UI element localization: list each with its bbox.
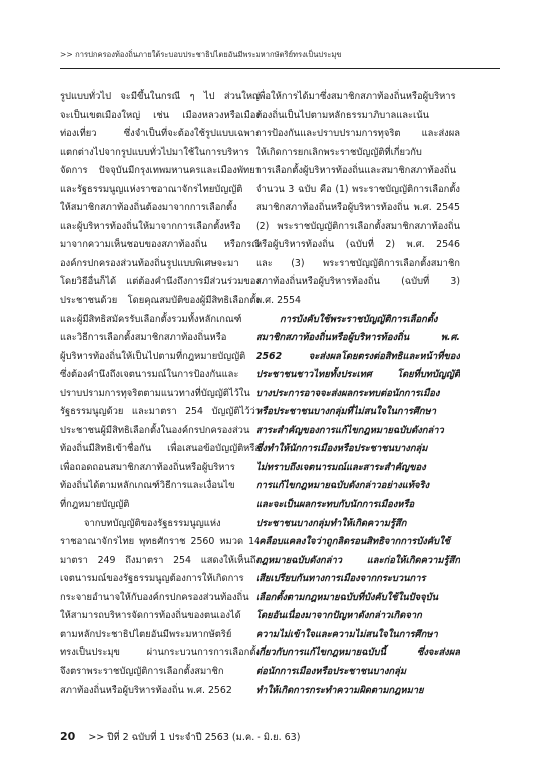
emphasis-text-line: และจะเป็นผลกระทบกับนักการเมืองหรือ — [256, 499, 415, 511]
emphasis-text-line: การแก้ไขกฎหมายฉบับดังกล่าวอย่างแท้จริง — [256, 480, 430, 492]
text-line: ทรงเป็นประมุข ผ่านกระบวนการการเลือกตั้ง — [60, 647, 260, 659]
text-line: โดยวิธีอื่นก็ได้ แต่ต้องคำนึงถึงการมีส่วนร่วมของ — [60, 276, 260, 288]
text-line: (2) พระราชบัญญัติการเลือกตั้งสมาชิกสภาท้องถิ่น — [256, 220, 460, 232]
emphasis-text-line: เคลือบแคลงใจว่าถูกลิดรอนสิทธิจากการบังคับใช้ — [256, 536, 451, 548]
text-line: หรือผู้บริหารท้องถิ่น (ฉบับที่ 2) พ.ศ. 2546 — [256, 239, 460, 251]
emphasis-text-line: ไม่ทราบถึงเจตนารมณ์และสาระสำคัญของ — [256, 461, 426, 473]
text-line: ซึ่งต้องคำนึงถึงเจตนารมณ์ในการป้องกันและ — [60, 369, 239, 381]
text-line: และ (3) พระราชบัญญัติการเลือกตั้งสมาชิก — [256, 257, 460, 269]
text-line: สภาท้องถิ่นหรือผู้บริหารท้องถิ่น (ฉบับที่ 3) — [256, 276, 460, 288]
text-line: ให้เกิดการยกเลิกพระราชบัญญัติที่เกี่ยวกับ — [256, 146, 422, 158]
text-line: ท้องถิ่นมีสิทธิเข้าชื่อกัน เพื่อเสนอข้อบัญญัติหรือ — [60, 443, 260, 455]
text-line: รูปแบบทั่วไป จะมีขึ้นในกรณี ๆ ไป ส่วนใหญ่ — [60, 91, 260, 102]
text-line: และวิธีการเลือกตั้งสมาชิกสภาท้องถิ่นหรือ — [60, 332, 227, 344]
right-column — [256, 88, 460, 700]
text-line: ท้องถิ่นได้ตามหลักเกณฑ์วิธีการและเงื่อนไข — [60, 480, 235, 492]
emphasis-text-line: โดยอันเนื่องมาจากปัญหาดังกล่าวเกิดจาก — [256, 610, 422, 622]
text-line: องค์กรปกครองส่วนท้องถิ่นรูปแบบพิเศษจะมา — [60, 257, 239, 269]
page-footer — [60, 730, 300, 744]
emphasis-text-line: ประชาชนบางกลุ่มทำให้เกิดความรู้สึก — [256, 517, 407, 529]
text-line: จัดการ ปัจจุบันมีกรุงเทพมหานครและเมืองพัทยา — [60, 165, 260, 177]
emphasis-text-line: ความไม่เข้าใจและความไม่สนใจในการศึกษา — [256, 628, 438, 640]
text-line: เพื่อถอดถอนสมาชิกสภาท้องถิ่นหรือผู้บริหาร — [60, 461, 235, 473]
issue-info: >> ปีที่ 2 ฉบับที่ 1 ประจำปี 2563 (ม.ค. - มิ.ย. 63) — [88, 732, 301, 743]
emphasis-text-line: 2562 จะส่งผลโดยตรงต่อสิทธิและหน้าที่ของ — [256, 350, 460, 362]
text-line: จะเป็นเขตเมืองใหญ่ เช่น เมืองหลวงหรือเมือง — [60, 109, 260, 121]
text-line: ราชอาณาจักรไทย พุทธศักราช 2560 หมวด 14 — [60, 536, 260, 548]
text-line: สภาท้องถิ่นหรือผู้บริหารท้องถิ่น พ.ศ. 2562 — [60, 684, 232, 696]
emphasis-text-line: เสียเปรียบกันทางการเมืองจากกระบวนการ — [256, 573, 426, 585]
emphasis-text-line: สาระสำคัญของการแก้ไขกฎหมายฉบับดังกล่าว — [256, 424, 444, 436]
text-line: จึงตราพระราชบัญญัติการเลือกตั้งสมาชิก — [60, 665, 224, 677]
text-line: ปราบปรามการทุจริตตามแนวทางที่บัญญัติไว้ใน — [60, 387, 250, 399]
text-line: ประชาชนด้วย โดยคุณสมบัติของผู้มีสิทธิเลือกตั้ง — [60, 295, 260, 307]
text-line: ที่กฎหมายบัญญัติ — [60, 499, 130, 511]
emphasis-text-line: สมาชิกสภาท้องถิ่นหรือผู้บริหารท้องถิ่น พ.ศ. — [256, 332, 460, 344]
text-line: จำนวน 3 ฉบับ คือ (1) พระราชบัญญัติการเลือกตั้ง — [256, 183, 460, 195]
emphasis-text-line: ต่อนักการเมืองหรือประชาชนบางกลุ่ม — [256, 665, 407, 677]
running-header: >> การปกครองท้องถิ่นภายใต้ระบอบประชาธิปไตยอันมีพระมหากษัตริย์ทรงเป็นประมุข — [60, 50, 342, 59]
text-line: สมาชิกสภาท้องถิ่นหรือผู้บริหารท้องถิ่น พ.ศ. 2545 — [256, 202, 460, 214]
text-line: รัฐธรรมนูญด้วย และมาตรา 254 บัญญัติไว้ว่า — [60, 406, 260, 418]
text-line: พ.ศ. 2554 — [256, 295, 301, 307]
emphasis-text-line: ประชาชนชาวไทยทั้งประเทศ โดยที่บทบัญญัติ — [256, 369, 460, 381]
text-line: เพื่อให้การได้มาซึ่งสมาชิกสภาท้องถิ่นหรือผู้บริหาร — [256, 91, 456, 102]
header-divider — [60, 68, 500, 69]
text-line: แตกต่างไปจากรูปแบบทั่วไปมาใช้ในการบริหาร — [60, 146, 249, 158]
emphasis-text-line: ซึ่งทำให้นักการเมืองหรือประชาชนบางกลุ่ม — [256, 443, 428, 455]
text-line: ท่องเที่ยว ซึ่งจำเป็นที่จะต้องใช้รูปแบบเฉพาะ — [60, 128, 260, 140]
text-line: มาตรา 249 ถึงมาตรา 254 แสดงให้เห็นถึง — [60, 554, 260, 566]
text-line: และผู้มีสิทธิสมัครรับเลือกตั้งรวมทั้งหลักเกณฑ์ — [60, 313, 242, 325]
text-line: ประชาชนผู้มีสิทธิเลือกตั้งในองค์กรปกครองส่วน — [60, 424, 250, 436]
emphasis-text-line: การบังคับใช้พระราชบัญญัติการเลือกตั้ง — [280, 313, 438, 325]
emphasis-text-line: ทำให้เกิดการกระทำความผิดตามกฎหมาย — [256, 684, 424, 696]
emphasis-text-line: เลือกตั้งตามกฎหมายฉบับที่บังคับใช้ในปัจจุบัน — [256, 591, 438, 603]
text-line: การเลือกตั้งผู้บริหารท้องถิ่นและสมาชิกสภาท้องถิ่น — [256, 165, 456, 177]
text-line: จากบทบัญญัติของรัฐธรรมนูญแห่ง — [84, 517, 221, 529]
emphasis-text-line: เกี่ยวกับการแก้ไขกฎหมายฉบับนี้ ซึ่งจะส่งผล — [256, 647, 460, 659]
text-line: ให้สามารถบริหารจัดการท้องถิ่นของตนเองได้ — [60, 610, 241, 622]
text-line: เจตนารมณ์ของรัฐธรรมนูญต้องการให้เกิดการ — [60, 573, 244, 585]
text-line: ท้องถิ่นเป็นไปตามหลักธรรมาภิบาลและเน้น — [256, 109, 430, 121]
text-line: และรัฐธรรมนูญแห่งราชอาณาจักรไทยบัญญัติ — [60, 183, 243, 195]
left-column — [60, 88, 260, 700]
text-line: การป้องกันและปราบปรามการทุจริต และส่งผล — [256, 128, 460, 140]
page-number: 20 — [60, 730, 76, 743]
text-line: มาจากความเห็นชอบของสภาท้องถิ่น หรือกรณี — [60, 239, 260, 251]
emphasis-text-line: บางประการอาจจะส่งผลกระทบต่อนักการเมือง — [256, 387, 440, 399]
text-line: กระจายอำนาจให้กับองค์กรปกครองส่วนท้องถิ่น — [60, 591, 249, 603]
text-line: ตามหลักประชาธิปไตยอันมีพระมหากษัตริย์ — [60, 628, 232, 640]
text-line: ให้สมาชิกสภาท้องถิ่นต้องมาจากการเลือกตั้ง — [60, 202, 237, 214]
emphasis-text-line: หรือประชาชนบางกลุ่มที่ไม่สนใจในการศึกษา — [256, 406, 436, 418]
text-line: และผู้บริหารท้องถิ่นให้มาจากการเลือกตั้งหรือ — [60, 220, 241, 232]
emphasis-text-line: กฎหมายฉบับดังกล่าว และก่อให้เกิดความรู้สึก — [256, 554, 460, 566]
text-line: ผู้บริหารท้องถิ่นให้เป็นไปตามที่กฎหมายบัญญัติ — [60, 350, 246, 362]
